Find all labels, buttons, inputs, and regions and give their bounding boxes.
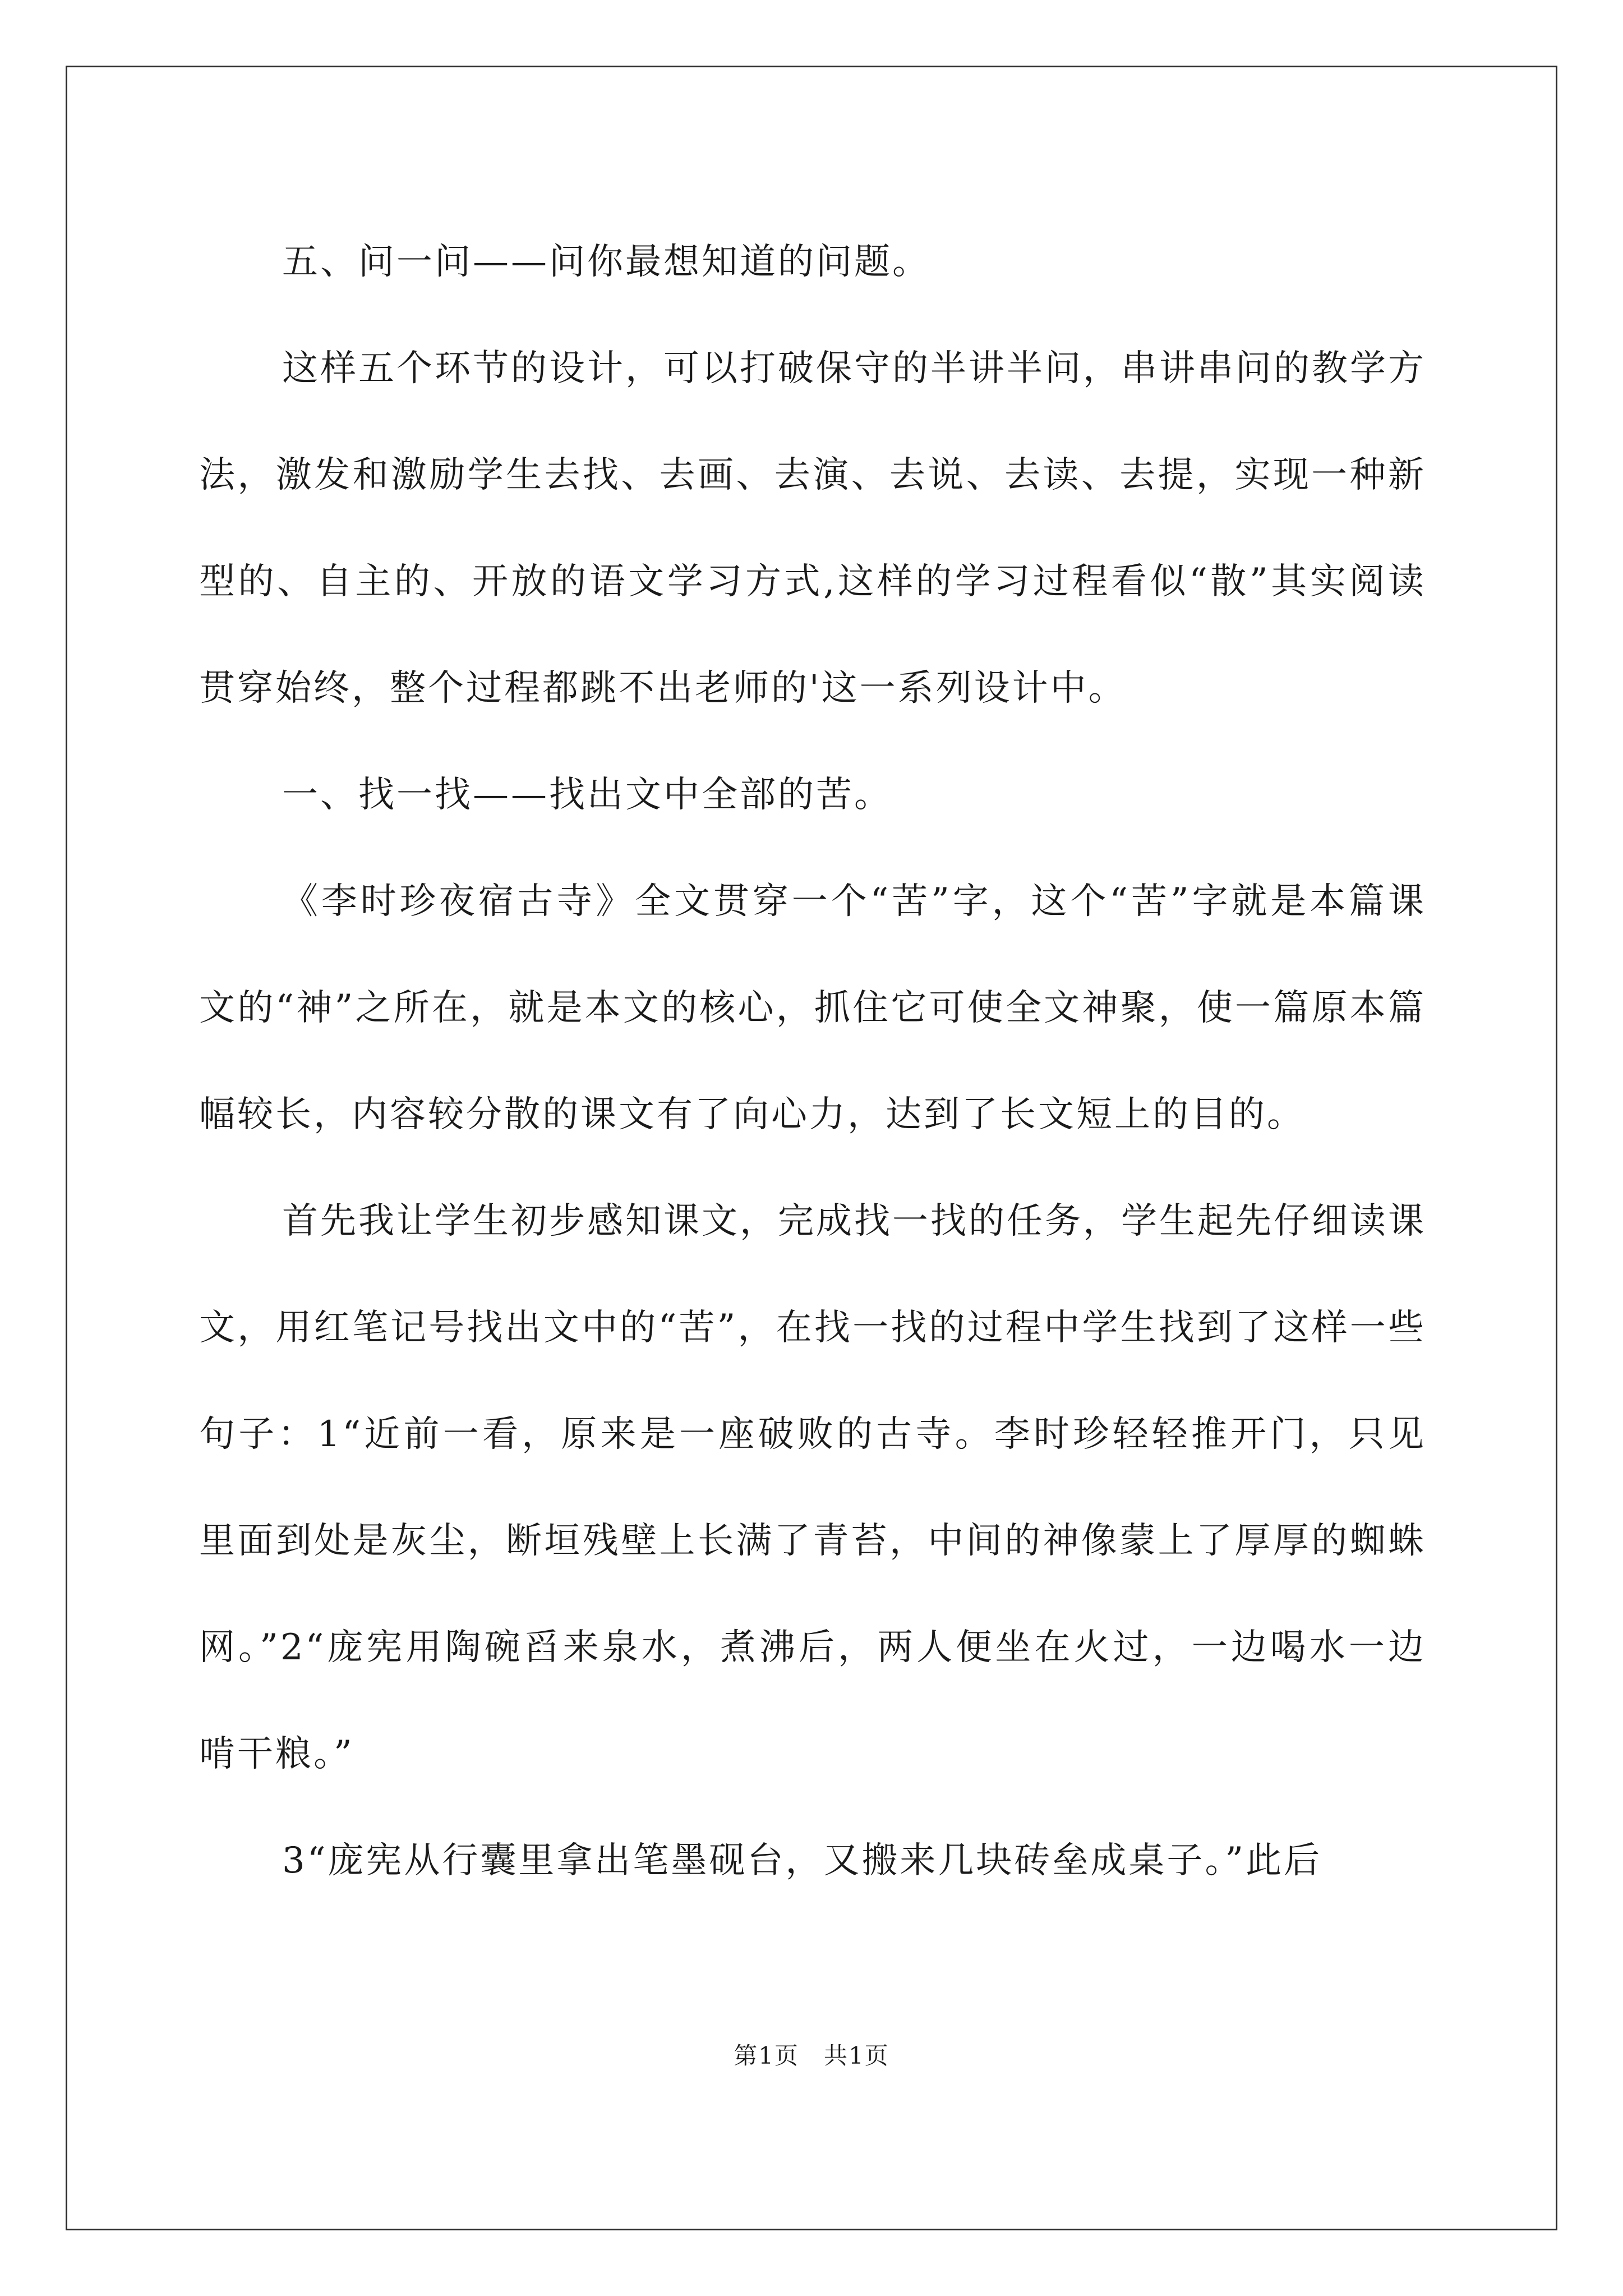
paragraph-5: 首先我让学生初步感知课文，完成找一找的任务，学生起先仔细读课文，用红笔记号找出文中的“苦”，在找一找的过程中学生找到了这样一些句子：1“近前一看，原来是一座破败的古寺。李时珍轻轻推开门，只见里面到处是灰尘，断垣残壁上长满了青苔，中间的神像蒙上了厚厚的蜘蛛网。”2“庞宪用陶碗舀来泉水，煮沸后，两人便坐在火过，一边喝水一边啃干粮。”: [199, 1200, 1426, 1775]
paragraph-3: 一、找一找——找出文中全部的苦。: [282, 774, 892, 816]
page-footer: [0, 2037, 1623, 2071]
paragraph-1: 五、问一问——问你最想知道的问题。: [282, 241, 930, 283]
paragraph-6: 3“庞宪从行囊里拿出笔墨砚台，又搬来几块砖垒成桌子。”此后: [282, 1840, 1322, 1881]
page-number-total: 共1页: [824, 2042, 889, 2069]
page-number-current: 第1页: [734, 2042, 799, 2069]
paragraph-2: 这样五个环节的设计，可以打破保守的半讲半问，串讲串问的教学方法，激发和激励学生去找、去画、去演、去说、去读、去提，实现一种新型的、自主的、开放的语文学习方式,这样的学习过程看似“散”其实阅读贯穿始终，整个过程都跳不出老师的'这一系列设计中。: [199, 348, 1426, 709]
document-body: [199, 209, 1426, 1914]
paragraph-4: 《李时珍夜宿古寺》全文贯穿一个“苦”字，这个“苦”字就是本篇课文的“神”之所在，就是本文的核心，抓住它可使全文神聚，使一篇原本篇幅较长，内容较分散的课文有了向心力，达到了长文短上的目的。: [199, 881, 1426, 1135]
